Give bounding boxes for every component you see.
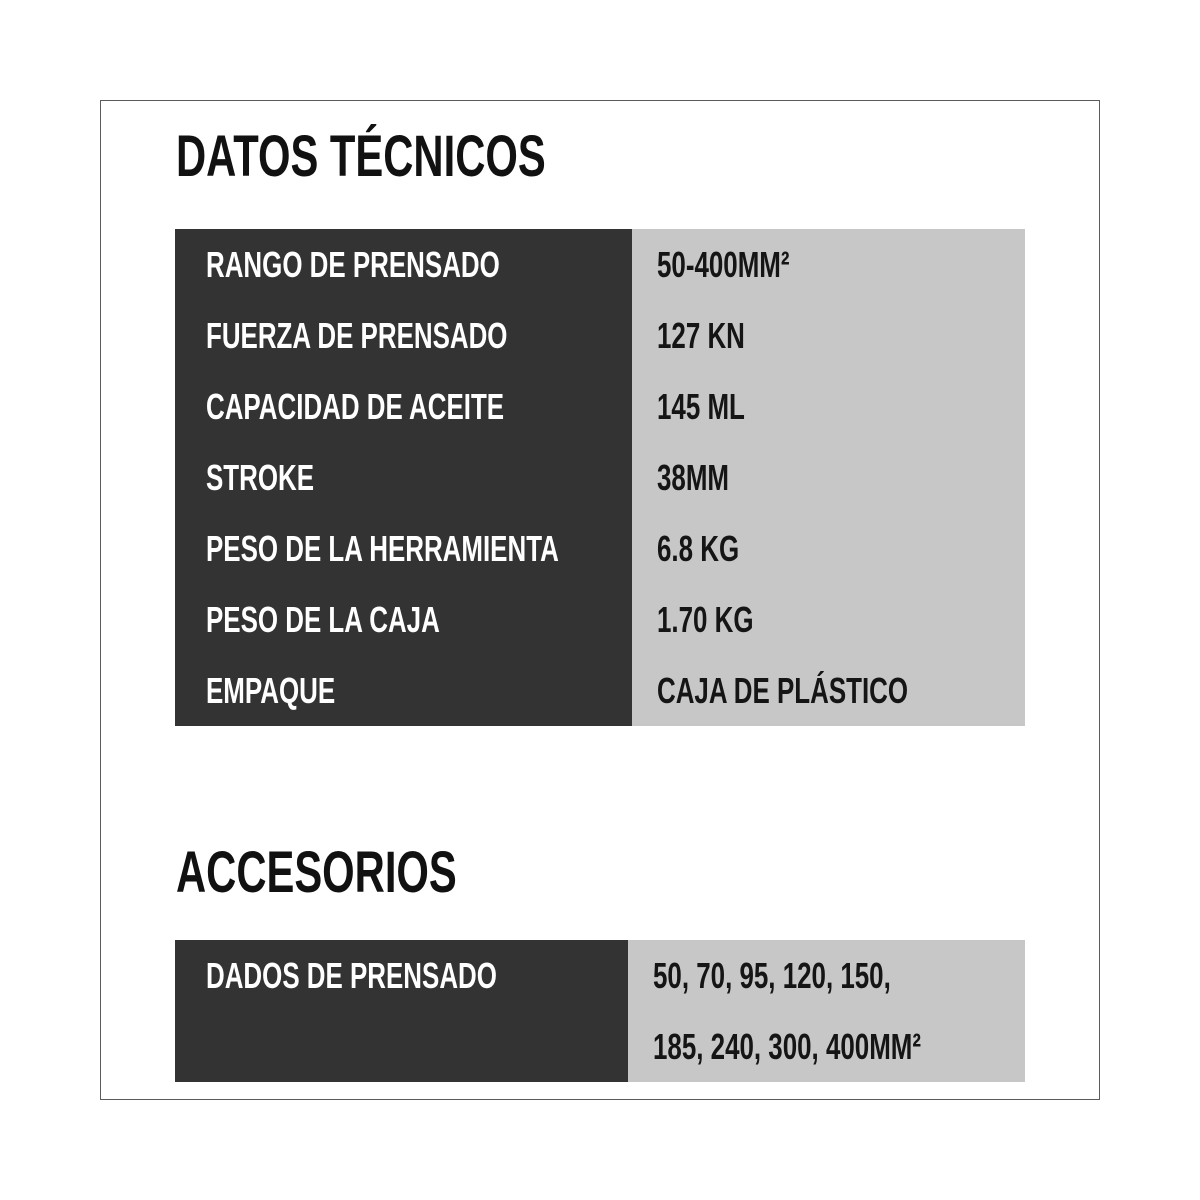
datos-tecnicos-value-column (632, 229, 1025, 726)
accessory-value-line-2: 185, 240, 300, 400MM² (652, 1025, 921, 1067)
spec-value-capacidad: 145 ML (657, 385, 745, 427)
spec-value-peso-caja: 1.70 KG (657, 598, 754, 640)
spec-label-peso-caja: PESO DE LA CAJA (206, 598, 440, 640)
spec-label-capacidad: CAPACIDAD DE ACEITE (206, 385, 505, 427)
accesorios-table (175, 940, 1025, 1082)
spec-value-stroke: 38MM (657, 456, 730, 498)
datos-tecnicos-label-column (175, 229, 632, 726)
spec-label-stroke: STROKE (206, 456, 315, 498)
spec-value-rango: 50-400MM² (657, 243, 790, 285)
accesorios-label-column (175, 940, 628, 1082)
accessory-label: DADOS DE PRENSADO (206, 954, 497, 996)
spec-label-rango: RANGO DE PRENSADO (206, 243, 500, 285)
accesorios-value-column (628, 940, 1025, 1082)
datos-tecnicos-title: DATOS TÉCNICOS (176, 124, 546, 189)
spec-value-peso-herramienta: 6.8 KG (657, 527, 740, 569)
spec-value-fuerza: 127 KN (657, 314, 745, 356)
spec-label-empaque: EMPAQUE (206, 669, 336, 711)
spec-label-peso-herramienta: PESO DE LA HERRAMIENTA (206, 527, 559, 569)
datos-tecnicos-table (175, 229, 1025, 726)
accesorios-title: ACCESORIOS (176, 840, 457, 905)
spec-label-fuerza: FUERZA DE PRENSADO (206, 314, 508, 356)
spec-value-empaque: CAJA DE PLÁSTICO (657, 669, 909, 711)
accessory-value-line-1: 50, 70, 95, 120, 150, (652, 954, 891, 996)
